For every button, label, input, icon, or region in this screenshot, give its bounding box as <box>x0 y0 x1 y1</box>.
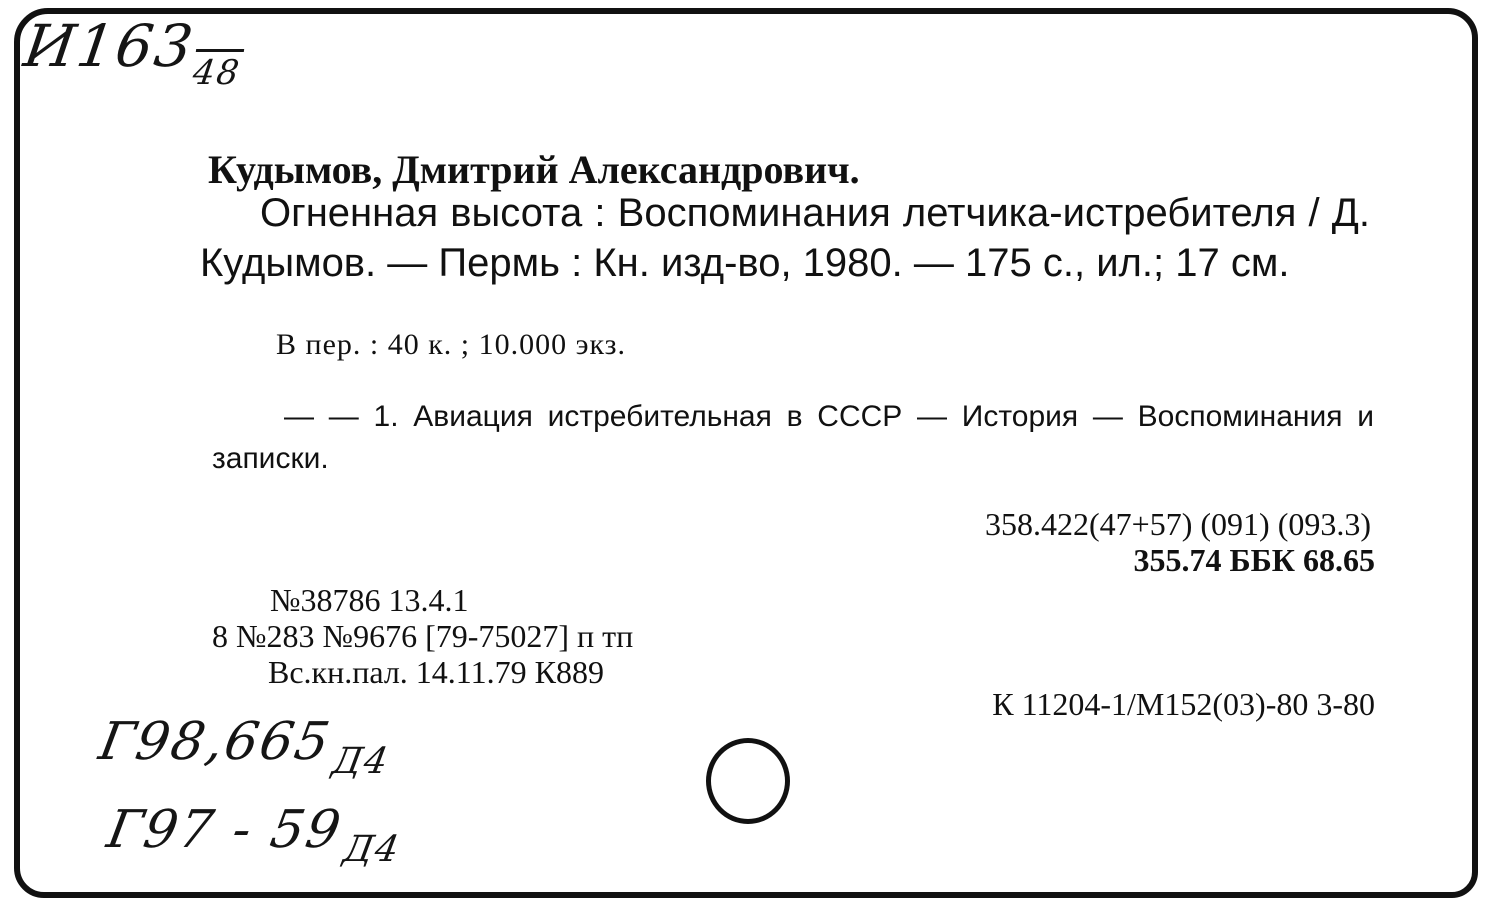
handwritten-note-1-main: Г98,665 <box>94 712 336 772</box>
handwritten-note-1 <box>94 712 398 782</box>
author-heading: Кудымов, Дмитрий Александрович. <box>208 147 860 192</box>
price-and-print-run: В пер. : 40 к. ; 10.000 экз. <box>276 328 627 361</box>
subject-heading: — — 1. Авиация истребительная в СССР — История — Воспоминания и записки. <box>212 400 1374 475</box>
shelf-mark-sub: 48 <box>190 49 243 93</box>
technical-line-1: №38786 13.4.1 <box>270 582 469 618</box>
shelf-mark-main: И163 <box>19 12 199 80</box>
card-punch-hole <box>706 738 790 824</box>
handwritten-note-1-sub: Д4 <box>329 741 393 782</box>
bibliographic-description: Огненная высота : Воспоминания летчика-истребителя / Д. Кудымов. — Пермь : Кн. изд-во, 1980. — 175 с., ил.; 17 см. <box>200 191 1370 285</box>
handwritten-note-2 <box>102 800 409 870</box>
handwritten-note-2-sub: Д4 <box>340 829 404 870</box>
handwritten-shelf-mark <box>19 12 249 93</box>
udc-classification: 358.422(47+57) (091) (093.3) <box>985 506 1371 542</box>
technical-line-2: 8 №283 №9676 [79-75027] п тп <box>212 618 634 654</box>
handwritten-note-2-main: Г97 - 59 <box>102 800 347 860</box>
bbk-classification: 355.74 ББК 68.65 <box>1133 542 1375 578</box>
publication-index: К 11204-1/М152(03)-80 3-80 <box>992 686 1375 722</box>
technical-line-3: Вс.кн.пал. 14.11.79 К889 <box>268 654 604 690</box>
